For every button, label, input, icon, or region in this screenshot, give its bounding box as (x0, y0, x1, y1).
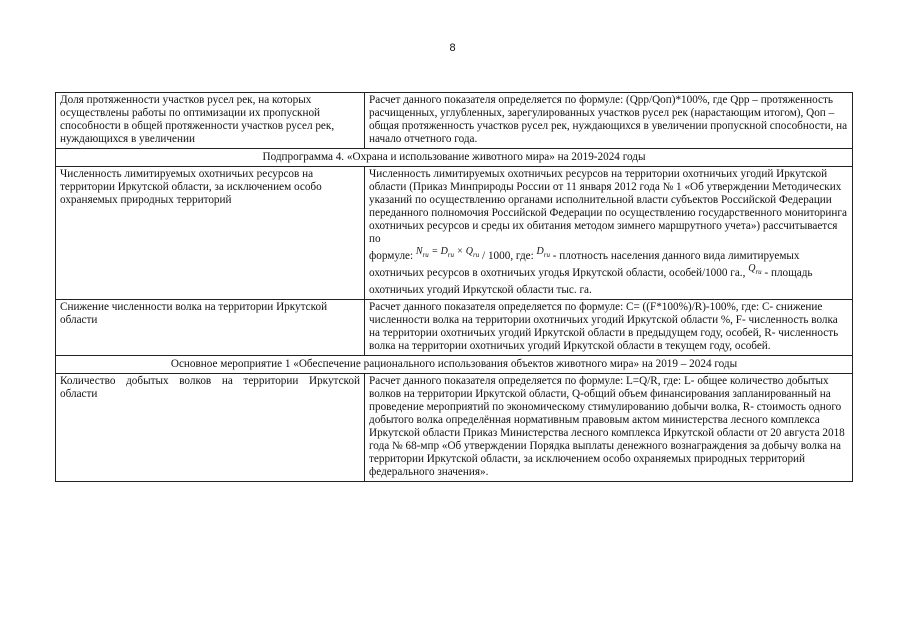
indicator-name-cell: Снижение численности волка на территории Иркутской области (56, 300, 365, 356)
area-symbol-subscript: ru (755, 268, 762, 276)
table-row (56, 374, 853, 482)
table-row (56, 93, 853, 149)
formula-symbol-d: D (440, 246, 448, 257)
formula-tail: / 1000, где: (482, 250, 534, 262)
area-symbol-letter: Q (748, 263, 756, 274)
area-description: - площадь охотничьих угодий Иркутской области тыс. га. (369, 267, 813, 296)
formula-symbol-n: N (415, 246, 423, 257)
formula-equals: = (428, 246, 441, 257)
formula-subscript: ru (447, 251, 455, 259)
formula-subscript: ru (473, 251, 480, 259)
formula-times: × (454, 246, 466, 257)
main-activity-heading: Основное мероприятие 1 «Обеспечение рационального использования объектов животного мира» на 2019 – 2024 годы (56, 356, 853, 374)
page-number: 8 (449, 42, 456, 54)
section-row (56, 149, 853, 167)
density-description: - плотность населения данного вида лимитируемых охотничьих ресурсов в охотничьих угодья Иркутской области, особей/1000 га., (369, 250, 800, 279)
indicator-name-cell: Количество добытых волков на территории Иркутской области (56, 374, 365, 482)
density-symbol-letter: D (536, 246, 544, 257)
table-row (56, 167, 853, 300)
calculation-method-cell: Расчет данного показателя определяется по формуле: L=Q/R, где: L- общее количество добытых волков на территории Иркутской области, Q-общий объем финансирования запланированный на проведение мероприятий по экономическому стимулированию добычи волка, R- стоимость одного добытого волка определённая нормативным правовым актом министерства лесного комплекса Иркутской области Приказ Министерства лесного комплекса Иркутской области от 20 августа 2018 года № 68-мпр «Об утверждении Порядка выплаты денежного вознаграждения за добычу волка на территории Иркутской области, за исключением особо охраняемых природных территорий федерального значения». (365, 374, 853, 482)
indicator-name-cell: Численность лимитируемых охотничьих ресурсов на территории Иркутской области, за исключением особо охраняемых природных территорий (56, 167, 365, 300)
formula-line (369, 246, 848, 297)
indicator-table (55, 92, 853, 482)
calculation-method-cell (365, 167, 853, 300)
area-symbol (748, 263, 761, 274)
calculation-method-cell: Расчет данного показателя определяется по формуле: (Qрр/Qоп)*100%, где Qрр – протяженность расчищенных, углубленных, зарегулированных участков русел рек (нарастающим итогом), Qоп – общая протяженность участков русел рек, нуждающихся в увеличении пропускной способности, на начало отчетного года. (365, 93, 853, 149)
method-intro-text: Численность лимитируемых охотничьих ресурсов на территории охотничьих угодий Иркутской области (Приказ Минприроды России от 11 января 2012 года № 1 «Об утверждении Методических указаний по осуществлению органами исполнительной власти субъектов Российской Федерации переданного полномочия Российской Федерации по осуществлению государственного мониторинга охотничьих ресурсов и среды их обитания методом зимнего маршрутного учета») рассчитывается по (369, 168, 847, 245)
table-row (56, 300, 853, 356)
density-symbol (537, 246, 550, 257)
density-symbol-subscript: ru (543, 251, 550, 259)
formula-subscript: ru (422, 251, 429, 259)
indicator-name-cell: Доля протяженности участков русел рек, на которых осуществлены работы по оптимизации их пропускной способности в общей протяженности участков русел рек, нуждающихся в увеличении (56, 93, 365, 149)
formula-prefix: формуле: (369, 250, 414, 262)
formula-expression (416, 246, 479, 257)
calculation-method-cell: Расчет данного показателя определяется по формуле: С= ((F*100%)/R)-100%, где: С- снижение численности волка на территории охотничьих угодий Иркутской области %, F- численность волка на территории охотничьих угодий Иркутской области в предыдущем году, особей, R- численность волка на территории охотничьих угодий Иркутской области в текущем году, особей. (365, 300, 853, 356)
section-row (56, 356, 853, 374)
subprogram-heading: Подпрограмма 4. «Охрана и использование животного мира» на 2019-2024 годы (56, 149, 853, 167)
formula-symbol-q: Q (465, 246, 474, 257)
